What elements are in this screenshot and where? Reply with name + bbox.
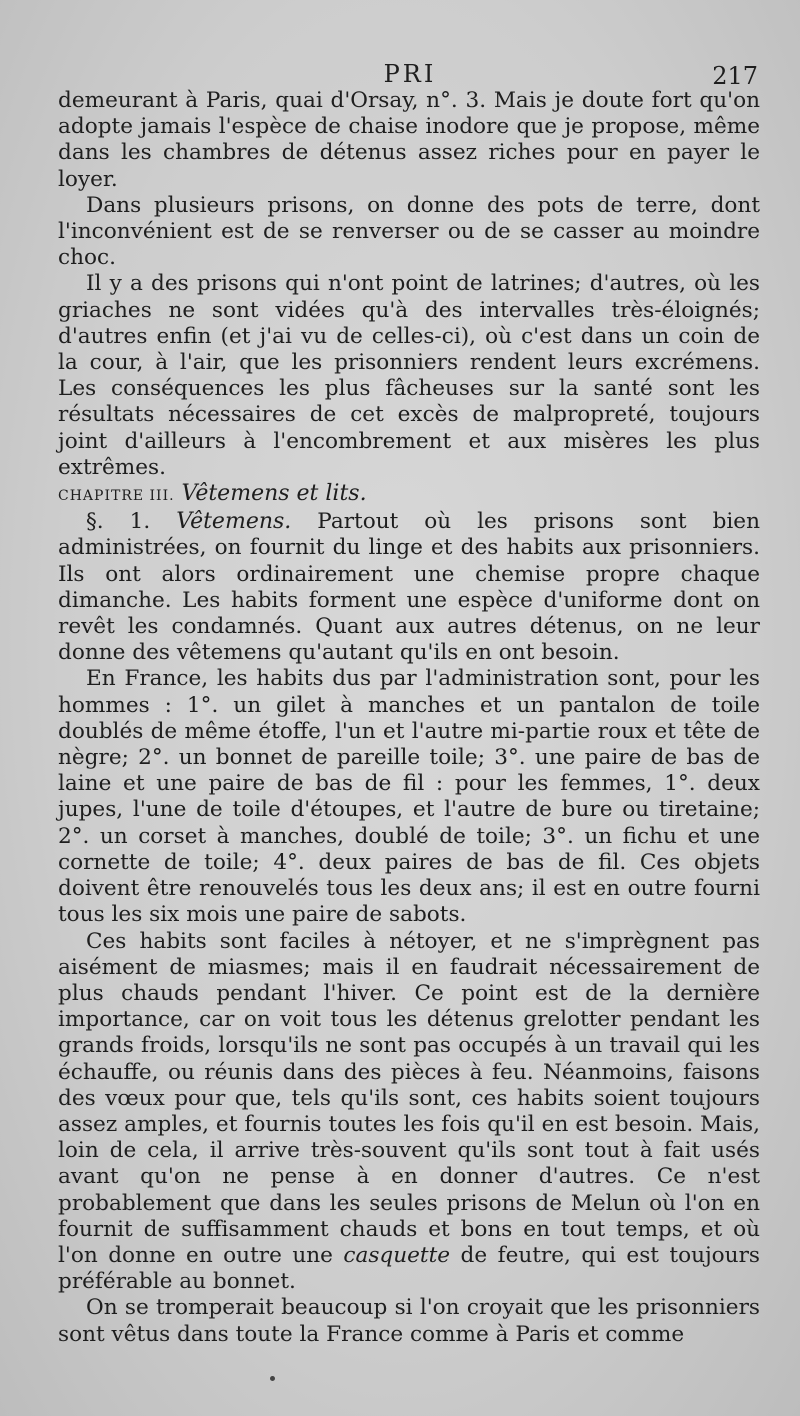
page-number: 217 [712, 62, 758, 90]
section-paragraph [58, 509, 760, 666]
section-label: §. 1. [86, 509, 151, 535]
paragraph: demeurant à Paris, quai d'Orsay, n°. 3. Mais je doute fort qu'on adopte jamais l'espèce de chaise inodore que je propose, même dans les chambres de détenus assez riches pour en payer le loyer. [58, 88, 760, 192]
emphasis-casquette: casquette [343, 1242, 451, 1268]
section-title: Vêtemens. [176, 509, 292, 535]
ink-speck [270, 1376, 275, 1381]
section-text: Partout où les prisons sont bien administrées, on fournit du linge et des habits aux prisonniers. Ils ont alors ordinairement une chemise propre chaque dimanche. Les habits forment une espèce d'uniforme dont on revêt les condamnés. Quant aux autres détenus, on ne leur donne des vêtemens qu'autant qu'ils en ont besoin. [58, 509, 760, 666]
paragraph-text: de feutre, qui est toujours préférable au bonnet. [58, 1242, 760, 1295]
paragraph [58, 929, 760, 1296]
chapter-title: Vêtemens et lits. [181, 481, 367, 507]
paragraph: En France, les habits dus par l'administration sont, pour les hommes : 1°. un gilet à manches et un pantalon de toile doublés de même étoffe, l'un et l'autre mi-partie roux et tête de nègre; 2°. un bonnet de pareille toile; 3°. une paire de bas de laine et une paire de bas de fil : pour les femmes, 1°. deux jupes, l'une de toile d'étoupes, et l'autre de bure ou tiretaine; 2°. un corset à manches, doublé de toile; 3°. un fichu et une cornette de toile; 4°. deux paires de bas de fil. Ces objets doivent être renouvelés tous les deux ans; il est en outre fourni tous les six mois une paire de sabots. [58, 666, 760, 928]
chapter-label: CHAPITRE III. [58, 488, 175, 505]
running-head: PRI [383, 60, 437, 88]
paragraph-text: Ces habits sont faciles à nétoyer, et ne s'imprègnent pas aisément de miasmes; mais il en faudrait nécessairement de plus chauds pendant l'hiver. Ce point est de la dernière importance, car on voit tous les détenus grelotter pendant les grands froids, lorsqu'ils ne sont pas occupés à un travail qui les échauffe, ou réunis dans des pièces à feu. Néanmoins, faisons des vœux pour que, tels qu'ils sont, ces habits soient toujours assez amples, et fournis toutes les fois qu'il en est besoin. Mais, loin de cela, il arrive très-souvent qu'ils sont tout à fait usés avant qu'on ne pense à en donner d'autres. Ce n'est probablement que dans les seules prisons de Melun où l'on en fournit de suffisamment chauds et bons en tout temps, et où l'on donne en outre une [58, 928, 760, 1268]
paragraph: Il y a des prisons qui n'ont point de latrines; d'autres, où les griaches ne sont vidées qu'à des intervalles très-éloignés; d'autres enfin (et j'ai vu de celles-ci), où c'est dans un coin de la cour, à l'air, que les prisonniers rendent leurs excrémens. Les conséquences les plus fâcheuses sur la santé sont les résultats nécessaires de cet excès de malpropreté, toujours joint d'ailleurs à l'encombrement et aux misères les plus extrêmes. [58, 271, 760, 480]
chapter-heading [58, 481, 760, 509]
body-text [58, 88, 760, 1348]
paragraph: On se tromperait beaucoup si l'on croyait que les prisonniers sont vêtus dans toute la France comme à Paris et comme [58, 1295, 760, 1347]
paragraph: Dans plusieurs prisons, on donne des pots de terre, dont l'inconvénient est de se renverser ou de se casser au moindre choc. [58, 192, 760, 271]
